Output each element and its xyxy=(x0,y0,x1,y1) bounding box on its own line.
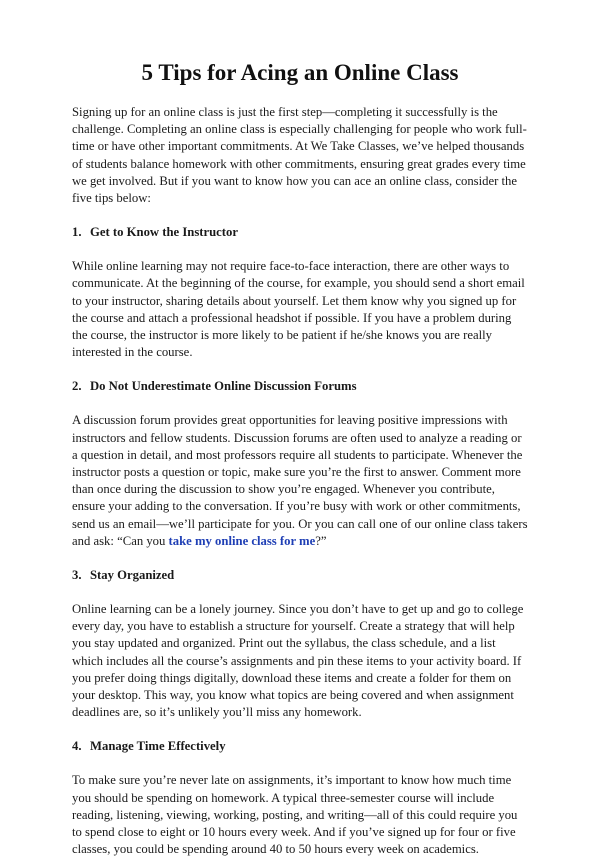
section-heading-text: Do Not Underestimate Online Discussion Forums xyxy=(90,379,357,394)
intro-paragraph: Signing up for an online class is just the first step—completing it successfully is the challenge. Completing an online class is especially challenging for people who work full-time or have other important commitments. At We Take Classes, we’ve helped thousands of students balance homework with other commitments, ensuring great grades every time we get involved. But if you want to know how you can ace an online class, consider the five tips below: xyxy=(72,105,527,206)
section-heading-3 xyxy=(72,567,528,584)
section-body-3: Online learning can be a lonely journey. Since you don’t have to get up and go to college every day, you have to establish a structure for yourself. Create a strategy that will help you stay updated and organized. Print out the syllabus, the class schedule, and a list which includes all the course’s assignments and pin these items to your activity board. If you prefer doing things digitally, download these items and create a folder for them on your desktop. This way, you know what topics are being covered and when assignment deadlines are, so it’s unlikely you’ll miss any homework. xyxy=(72,602,524,720)
section-number: 2. xyxy=(72,379,82,394)
section-heading-text: Get to Know the Instructor xyxy=(90,225,239,240)
section-heading-4 xyxy=(72,738,528,755)
section-heading-2 xyxy=(72,378,528,395)
section-heading-text: Stay Organized xyxy=(90,568,175,583)
page-title: 5 Tips for Acing an Online Class xyxy=(141,60,459,85)
section-number: 4. xyxy=(72,739,82,754)
section-heading-text: Manage Time Effectively xyxy=(90,739,226,754)
section-body-2 xyxy=(72,412,528,550)
section-body-1: While online learning may not require face-to-face interaction, there are other ways to communicate. At the beginning of the course, for example, you should send a short email to your instructor, sharing details about yourself. Let them know why you signed up for the course and attach a professional headshot if possible. If you have a problem during the course, the instructor is more likely to be patient if he/she knows you are really interested in the course. xyxy=(72,259,525,360)
section-body-4: To make sure you’re never late on assignments, it’s important to know how much time you should be spending on homework. A typical three-semester course will include reading, listening, viewing, working, posting, and writing—all of this could require you to spend close to eight or 10 hours every week. And if you’ve signed up for four or five classes, you could be spending around 40 to 50 hours every week on academics. xyxy=(72,773,518,857)
section-body-text: A discussion forum provides great opportunities for leaving positive impressions with instructors and fellow students. Discussion forums are often used to analyze a reading or a question in detail, and most professors require all students to participate. Whenever the instructor posts a question or topic, make sure you’re the first to answer. Comment more than once during the discussion to show you’re engaged. Whenever you contribute, ensure your adding to the conversation. If you’re busy with work or other commitments, send us an email—we’ll participate for you. Or you can call one of our online class takers and ask: “Can you xyxy=(72,413,528,548)
section-heading-1 xyxy=(72,224,528,241)
section-body-text-end: ?” xyxy=(315,533,327,548)
take-my-class-link[interactable]: take my online class for me xyxy=(168,533,316,548)
section-number: 3. xyxy=(72,568,82,583)
section-number: 1. xyxy=(72,225,82,240)
